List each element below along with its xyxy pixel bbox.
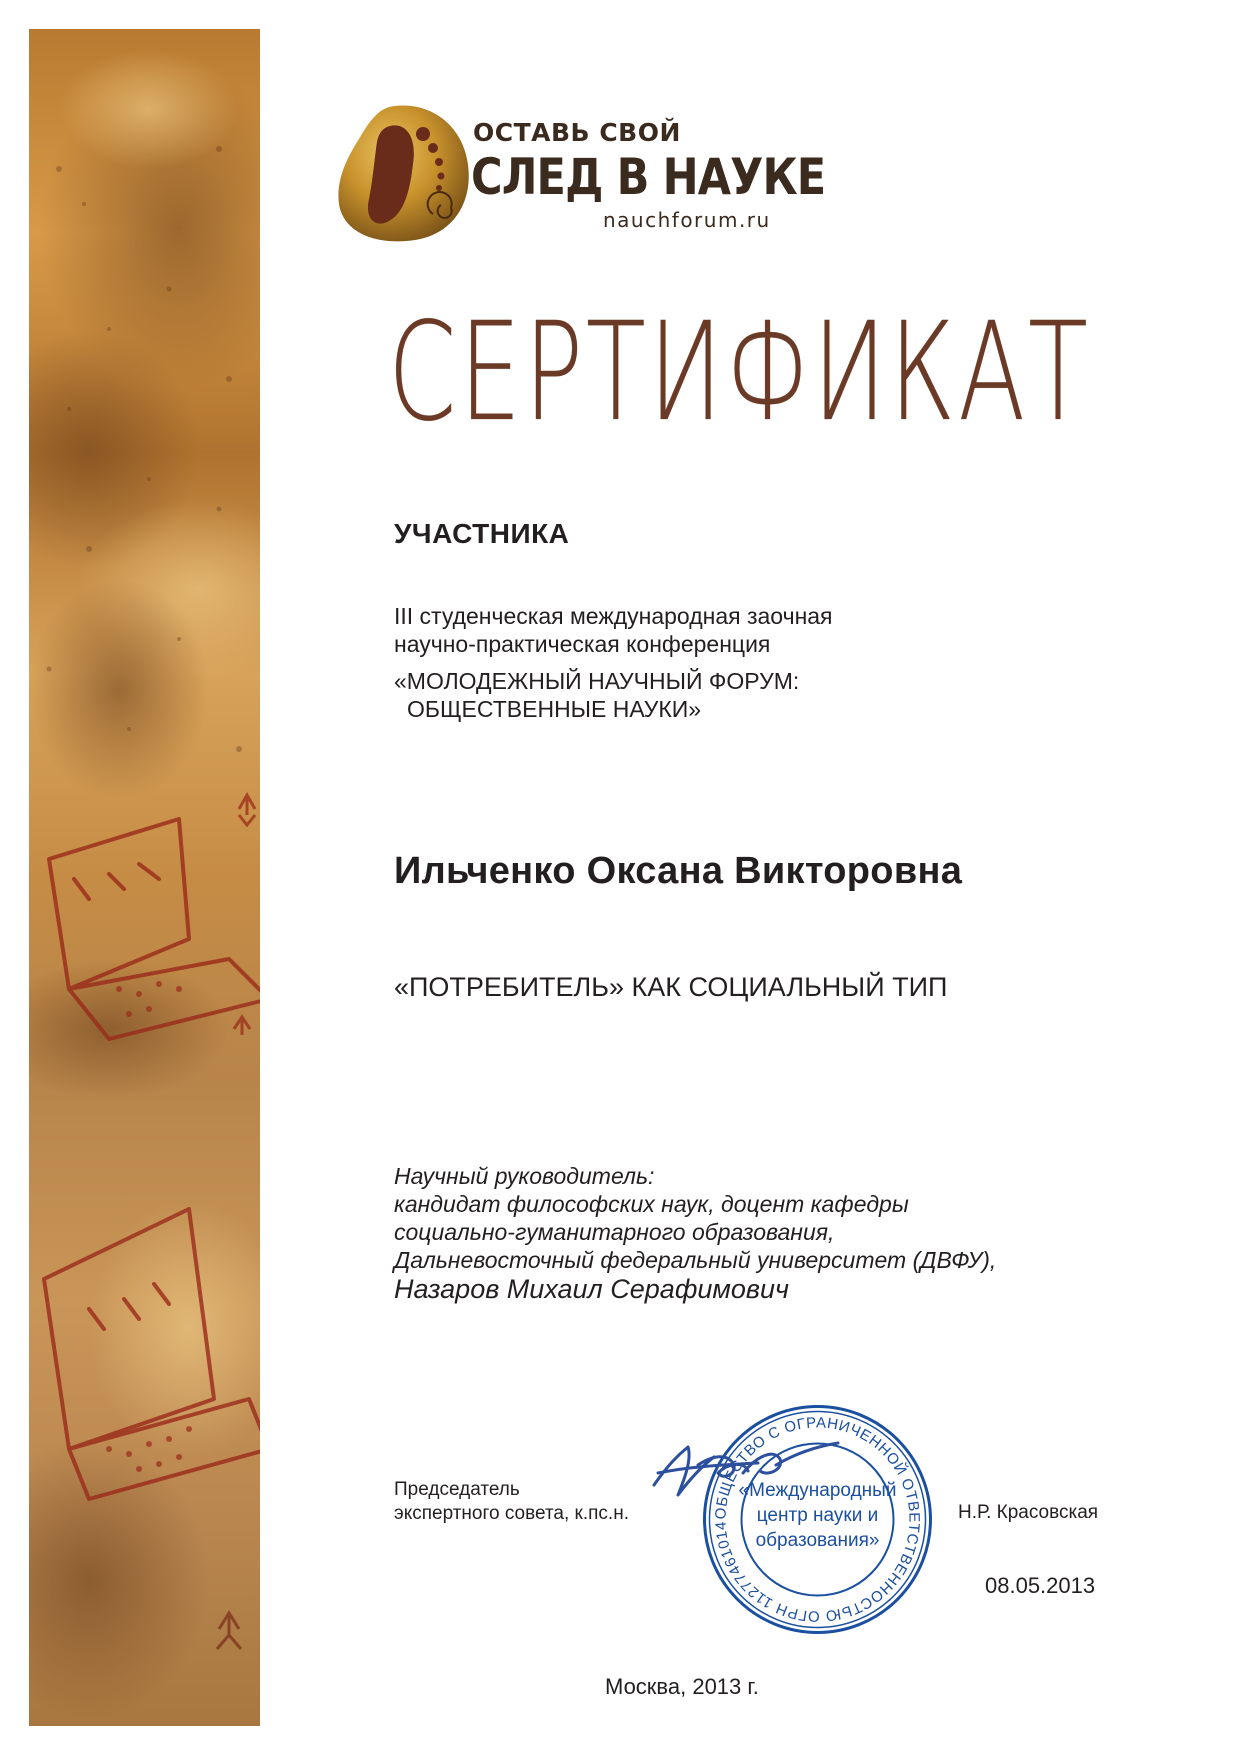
supervisor-degree: кандидат философских наук, доцент кафедры xyxy=(394,1191,909,1217)
cave-painting-strip xyxy=(29,29,260,1726)
chair-title-line-1: Председатель xyxy=(394,1479,520,1500)
logo-website: nauchforum.ru xyxy=(603,208,771,232)
supervisor-department: социально-гуманитарного образования, xyxy=(394,1219,835,1245)
decorative-side-strip xyxy=(29,29,260,1726)
conference-name-line-1: «МОЛОДЕЖНЫЙ НАУЧНЫЙ ФОРУМ: xyxy=(394,668,800,694)
issue-place: Москва, 2013 г. xyxy=(605,1674,759,1699)
supervisor-heading: Научный руководитель: xyxy=(394,1163,655,1189)
chair-name: Н.Р. Красовская xyxy=(958,1502,1099,1523)
supervisor-university: Дальневосточный федеральный университет (ДВФУ), xyxy=(394,1247,997,1273)
forum-logo xyxy=(335,104,826,254)
participant-name: Ильченко Оксана Викторовна xyxy=(394,850,963,892)
stamp-center-line-3: образования» xyxy=(755,1530,880,1551)
stamp-center-line-1: «Международный xyxy=(738,1480,897,1501)
chair-title-line-2: экспертного совета, к.пс.н. xyxy=(394,1503,629,1524)
logo-tagline-top: ОСТАВЬ СВОЙ xyxy=(473,118,681,147)
certificate-role: УЧАСТНИКА xyxy=(394,518,570,549)
stamp-ring-text: ОБЩЕСТВО С ОГРАНИЧЕННОЙ ОТВЕТСТВЕННОСТЬЮ ОГРН 11277461014 xyxy=(712,1414,923,1625)
footprint-stone-icon xyxy=(335,104,475,244)
certificate-title: СЕРТИФИКАТ xyxy=(388,294,1091,452)
conference-name-line-2: ОБЩЕСТВЕННЫЕ НАУКИ» xyxy=(407,696,702,722)
paper-topic: «ПОТРЕБИТЕЛЬ» КАК СОЦИАЛЬНЫЙ ТИП xyxy=(394,972,948,1002)
handwritten-signature xyxy=(648,1425,848,1515)
issue-date: 08.05.2013 xyxy=(985,1573,1096,1598)
stamp-center-line-2: центр науки и xyxy=(756,1505,879,1526)
conference-line-2: научно-практическая конференция xyxy=(394,631,771,657)
supervisor-name: Назаров Михаил Серафимович xyxy=(394,1274,790,1304)
logo-tagline-main: СЛЕД В НАУКЕ xyxy=(471,148,826,206)
conference-line-1: III студенческая международная заочная xyxy=(394,603,833,629)
